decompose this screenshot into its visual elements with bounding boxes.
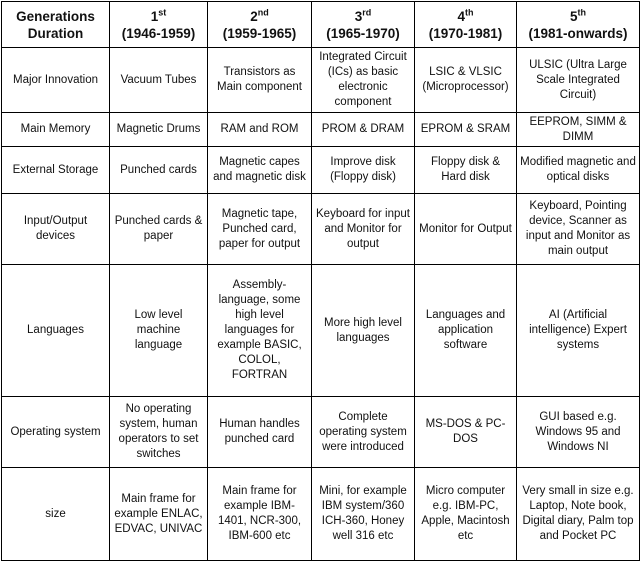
row-size <box>2 468 640 561</box>
row-label: Operating system <box>2 397 110 468</box>
table-cell: EPROM & SRAM <box>415 113 517 147</box>
table-cell: Improve disk (Floppy disk) <box>312 147 415 194</box>
table-cell: Main frame for example ENLAC, EDVAC, UNIVAC <box>110 468 208 561</box>
table-cell: Keyboard for input and Monitor for output <box>312 194 415 265</box>
row-major-innovation <box>2 48 640 113</box>
row-external-storage <box>2 147 640 194</box>
table-cell: RAM and ROM <box>208 113 312 147</box>
row-label: Main Memory <box>2 113 110 147</box>
table-cell: Assembly-language, some high level languages for example BASIC, COLOL, FORTRAN <box>208 265 312 397</box>
header-title-line2: Duration <box>27 25 84 41</box>
table-cell: PROM & DRAM <box>312 113 415 147</box>
table-cell: LSIC & VLSIC (Microprocessor) <box>415 48 517 113</box>
table-cell: AI (Artificial intelligence) Expert systems <box>517 265 640 397</box>
header-gen-3-years: (1965-1970) <box>326 25 400 41</box>
header-gen-5: 5th (1981-onwards) <box>517 2 640 48</box>
row-languages <box>2 265 640 397</box>
header-title-line1: Generations <box>16 8 95 24</box>
header-gen-2-years: (1959-1965) <box>222 25 297 41</box>
table-cell: ULSIC (Ultra Large Scale Integrated Circuit) <box>517 48 640 113</box>
header-gen-5-years: (1981-onwards) <box>528 25 628 41</box>
table-cell: Transistors as Main component <box>208 48 312 113</box>
row-label: External Storage <box>2 147 110 194</box>
table-cell: EEPROM, SIMM & DIMM <box>517 113 640 147</box>
header-row <box>2 2 640 48</box>
table-cell: Floppy disk & Hard disk <box>415 147 517 194</box>
header-gen-4-years: (1970-1981) <box>428 25 503 41</box>
header-gen-1-years: (1946-1959) <box>121 25 196 41</box>
table-cell: Micro computer e.g. IBM-PC, Apple, Macintosh etc <box>415 468 517 561</box>
table-cell: Vacuum Tubes <box>110 48 208 113</box>
row-label: Input/Output devices <box>2 194 110 265</box>
table-cell: More high level languages <box>312 265 415 397</box>
table-cell: Very small in size e.g. Laptop, Note book, Digital diary, Palm top and Pocket PC <box>517 468 640 561</box>
table-cell: Mini, for example IBM system/360 ICH-360, Honey well 316 etc <box>312 468 415 561</box>
row-label: Major Innovation <box>2 48 110 113</box>
table-cell: Low level machine language <box>110 265 208 397</box>
header-gen-3: 3rd (1965-1970) <box>312 2 415 48</box>
table-cell: Main frame for example IBM-1401, NCR-300, IBM-600 etc <box>208 468 312 561</box>
generations-table <box>1 1 640 561</box>
table-cell: Modified magnetic and optical disks <box>517 147 640 194</box>
row-operating-system <box>2 397 640 468</box>
header-gen-4: 4th (1970-1981) <box>415 2 517 48</box>
table-cell: GUI based e.g. Windows 95 and Windows NI <box>517 397 640 468</box>
table-cell: Magnetic tape, Punched card, paper for output <box>208 194 312 265</box>
table-cell: Punched cards & paper <box>110 194 208 265</box>
table-cell: Magnetic capes and magnetic disk <box>208 147 312 194</box>
table-cell: Complete operating system were introduced <box>312 397 415 468</box>
table-cell: Human handles punched card <box>208 397 312 468</box>
row-label: Languages <box>2 265 110 397</box>
header-gen-2: 2nd (1959-1965) <box>208 2 312 48</box>
row-main-memory <box>2 113 640 147</box>
table-cell: Keyboard, Pointing device, Scanner as input and Monitor as main output <box>517 194 640 265</box>
table-cell: Integrated Circuit (ICs) as basic electronic component <box>312 48 415 113</box>
table-cell: No operating system, human operators to set switches <box>110 397 208 468</box>
table-cell: Languages and application software <box>415 265 517 397</box>
header-corner-cell <box>2 2 110 48</box>
row-input-output <box>2 194 640 265</box>
row-label: size <box>2 468 110 561</box>
table-cell: Monitor for Output <box>415 194 517 265</box>
table-cell: Punched cards <box>110 147 208 194</box>
table-cell: MS-DOS & PC-DOS <box>415 397 517 468</box>
table-cell: Magnetic Drums <box>110 113 208 147</box>
header-gen-1: 1st (1946-1959) <box>110 2 208 48</box>
